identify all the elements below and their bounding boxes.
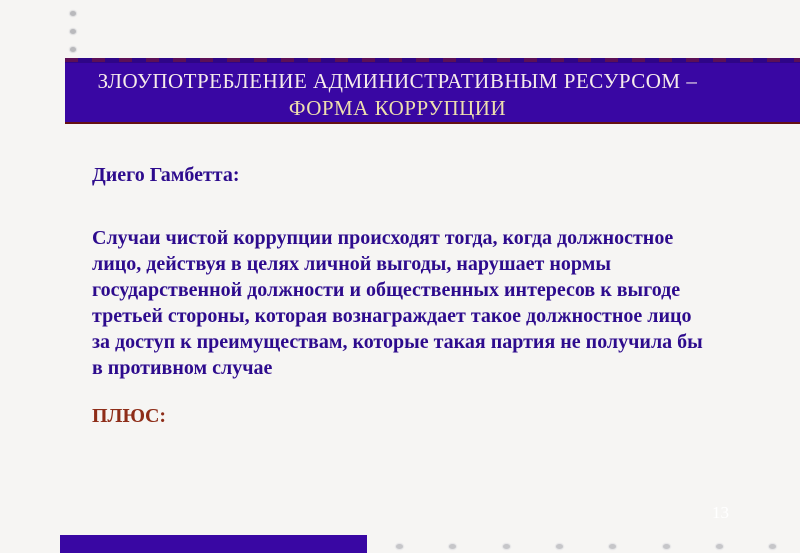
title-line-2: ФОРМА КОРРУПЦИИ [288,96,507,120]
title-banner [65,58,800,124]
decor-dot-icon [449,544,456,549]
title-line-1: ЗЛОУПОТРЕБЛЕНИЕ АДМИНИСТРАТИВНЫМ РЕСУРСОМ – [97,69,698,93]
quote-paragraph [92,225,703,381]
decor-dot-icon [716,544,723,549]
quote-line: за доступ к преимуществам, которые такая партия не получила бы [92,331,703,353]
footer-bar [60,535,367,553]
page-number: 13 [712,503,729,522]
quote-line: Случаи чистой коррупции происходят тогда, когда должностное [92,227,674,249]
plus-label: ПЛЮС: [92,405,167,427]
decor-dot-icon [70,29,76,34]
decor-dot-icon [663,544,670,549]
decor-dot-icon [769,544,776,549]
slide-title [65,68,730,122]
decor-dot-icon [503,544,510,549]
decor-dot-icon [609,544,616,549]
decor-dot-icon [396,544,403,549]
decor-dot-icon [70,47,76,52]
quote-line: лицо, действуя в целях личной выгоды, нарушает нормы [92,253,611,275]
quote-line: государственной должности и общественных интересов к выгоде [92,279,681,301]
decor-dot-icon [70,11,76,16]
quote-line: в противном случае [92,357,273,379]
quote-line: третьей стороны, которая вознаграждает такое должностное лицо [92,305,692,327]
decor-dot-icon [556,544,563,549]
author-line: Диего Гамбетта: [92,164,240,186]
